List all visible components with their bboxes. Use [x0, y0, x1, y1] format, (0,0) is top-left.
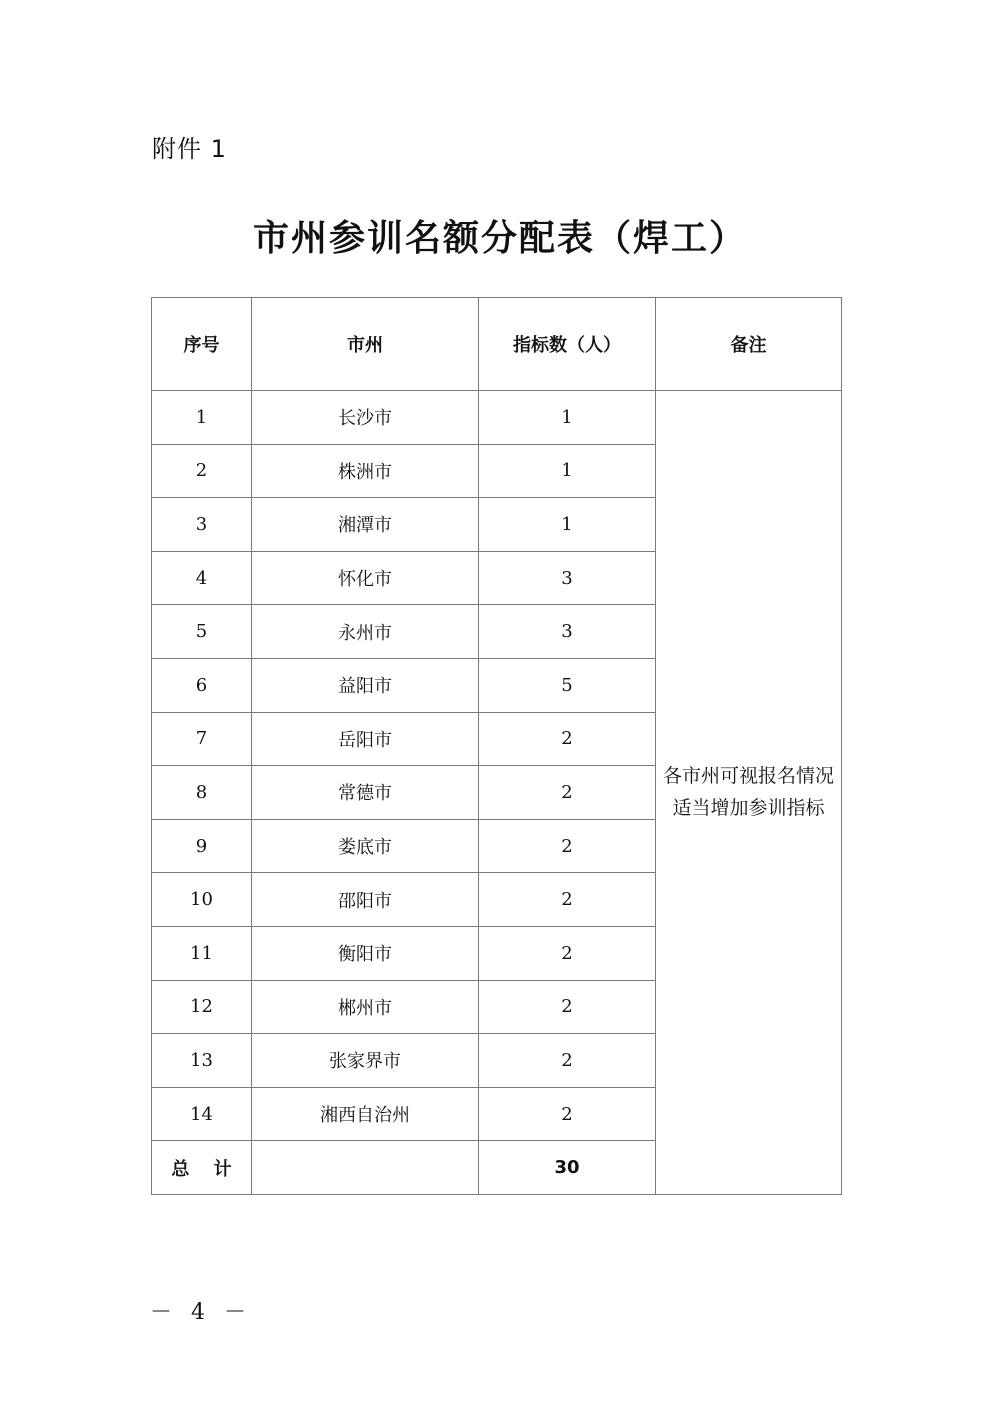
cell-city: 长沙市 [252, 391, 479, 445]
note-line-1: 各市州可视报名情况 [662, 765, 834, 788]
cell-index: 6 [152, 658, 252, 712]
header-quota: 指标数（人） [479, 298, 656, 391]
cell-index: 7 [152, 712, 252, 766]
cell-city: 永州市 [252, 605, 479, 659]
note-cell [656, 391, 842, 1195]
cell-city: 岳阳市 [252, 712, 479, 766]
total-quota: 30 [479, 1141, 656, 1195]
cell-quota: 2 [479, 819, 656, 873]
cell-city: 常德市 [252, 766, 479, 820]
header-note: 备注 [656, 298, 842, 391]
cell-index: 1 [152, 391, 252, 445]
cell-index: 13 [152, 1034, 252, 1088]
cell-index: 14 [152, 1087, 252, 1141]
cell-index: 12 [152, 980, 252, 1034]
header-city: 市州 [252, 298, 479, 391]
cell-city: 郴州市 [252, 980, 479, 1034]
attachment-label: 附件 1 [152, 135, 227, 163]
cell-index: 9 [152, 819, 252, 873]
cell-quota: 2 [479, 980, 656, 1034]
cell-city: 邵阳市 [252, 873, 479, 927]
cell-quota: 3 [479, 551, 656, 605]
cell-quota: 5 [479, 658, 656, 712]
page-number: － 4 － [150, 1300, 252, 1325]
cell-index: 3 [152, 498, 252, 552]
cell-city: 娄底市 [252, 819, 479, 873]
cell-quota: 2 [479, 712, 656, 766]
cell-index: 5 [152, 605, 252, 659]
cell-city: 湘潭市 [252, 498, 479, 552]
cell-quota: 3 [479, 605, 656, 659]
cell-index: 4 [152, 551, 252, 605]
page-title: 市州参训名额分配表（焊工） [252, 218, 747, 259]
cell-city: 张家界市 [252, 1034, 479, 1088]
cell-index: 2 [152, 444, 252, 498]
note-line-2: 适当增加参训指标 [672, 797, 825, 820]
cell-quota: 1 [479, 391, 656, 445]
cell-quota: 1 [479, 444, 656, 498]
cell-index: 8 [152, 766, 252, 820]
cell-city: 株洲市 [252, 444, 479, 498]
total-city [252, 1141, 479, 1195]
cell-city: 衡阳市 [252, 926, 479, 980]
cell-index: 11 [152, 926, 252, 980]
table-row [152, 391, 842, 445]
cell-quota: 2 [479, 873, 656, 927]
header-index: 序号 [152, 298, 252, 391]
cell-quota: 2 [479, 926, 656, 980]
cell-city: 怀化市 [252, 551, 479, 605]
header-row [152, 298, 842, 391]
cell-index: 10 [152, 873, 252, 927]
total-label: 总 计 [152, 1141, 252, 1195]
cell-quota: 1 [479, 498, 656, 552]
quota-allocation-table [151, 297, 842, 1195]
cell-city: 益阳市 [252, 658, 479, 712]
cell-quota: 2 [479, 766, 656, 820]
cell-city: 湘西自治州 [252, 1087, 479, 1141]
cell-quota: 2 [479, 1034, 656, 1088]
cell-quota: 2 [479, 1087, 656, 1141]
